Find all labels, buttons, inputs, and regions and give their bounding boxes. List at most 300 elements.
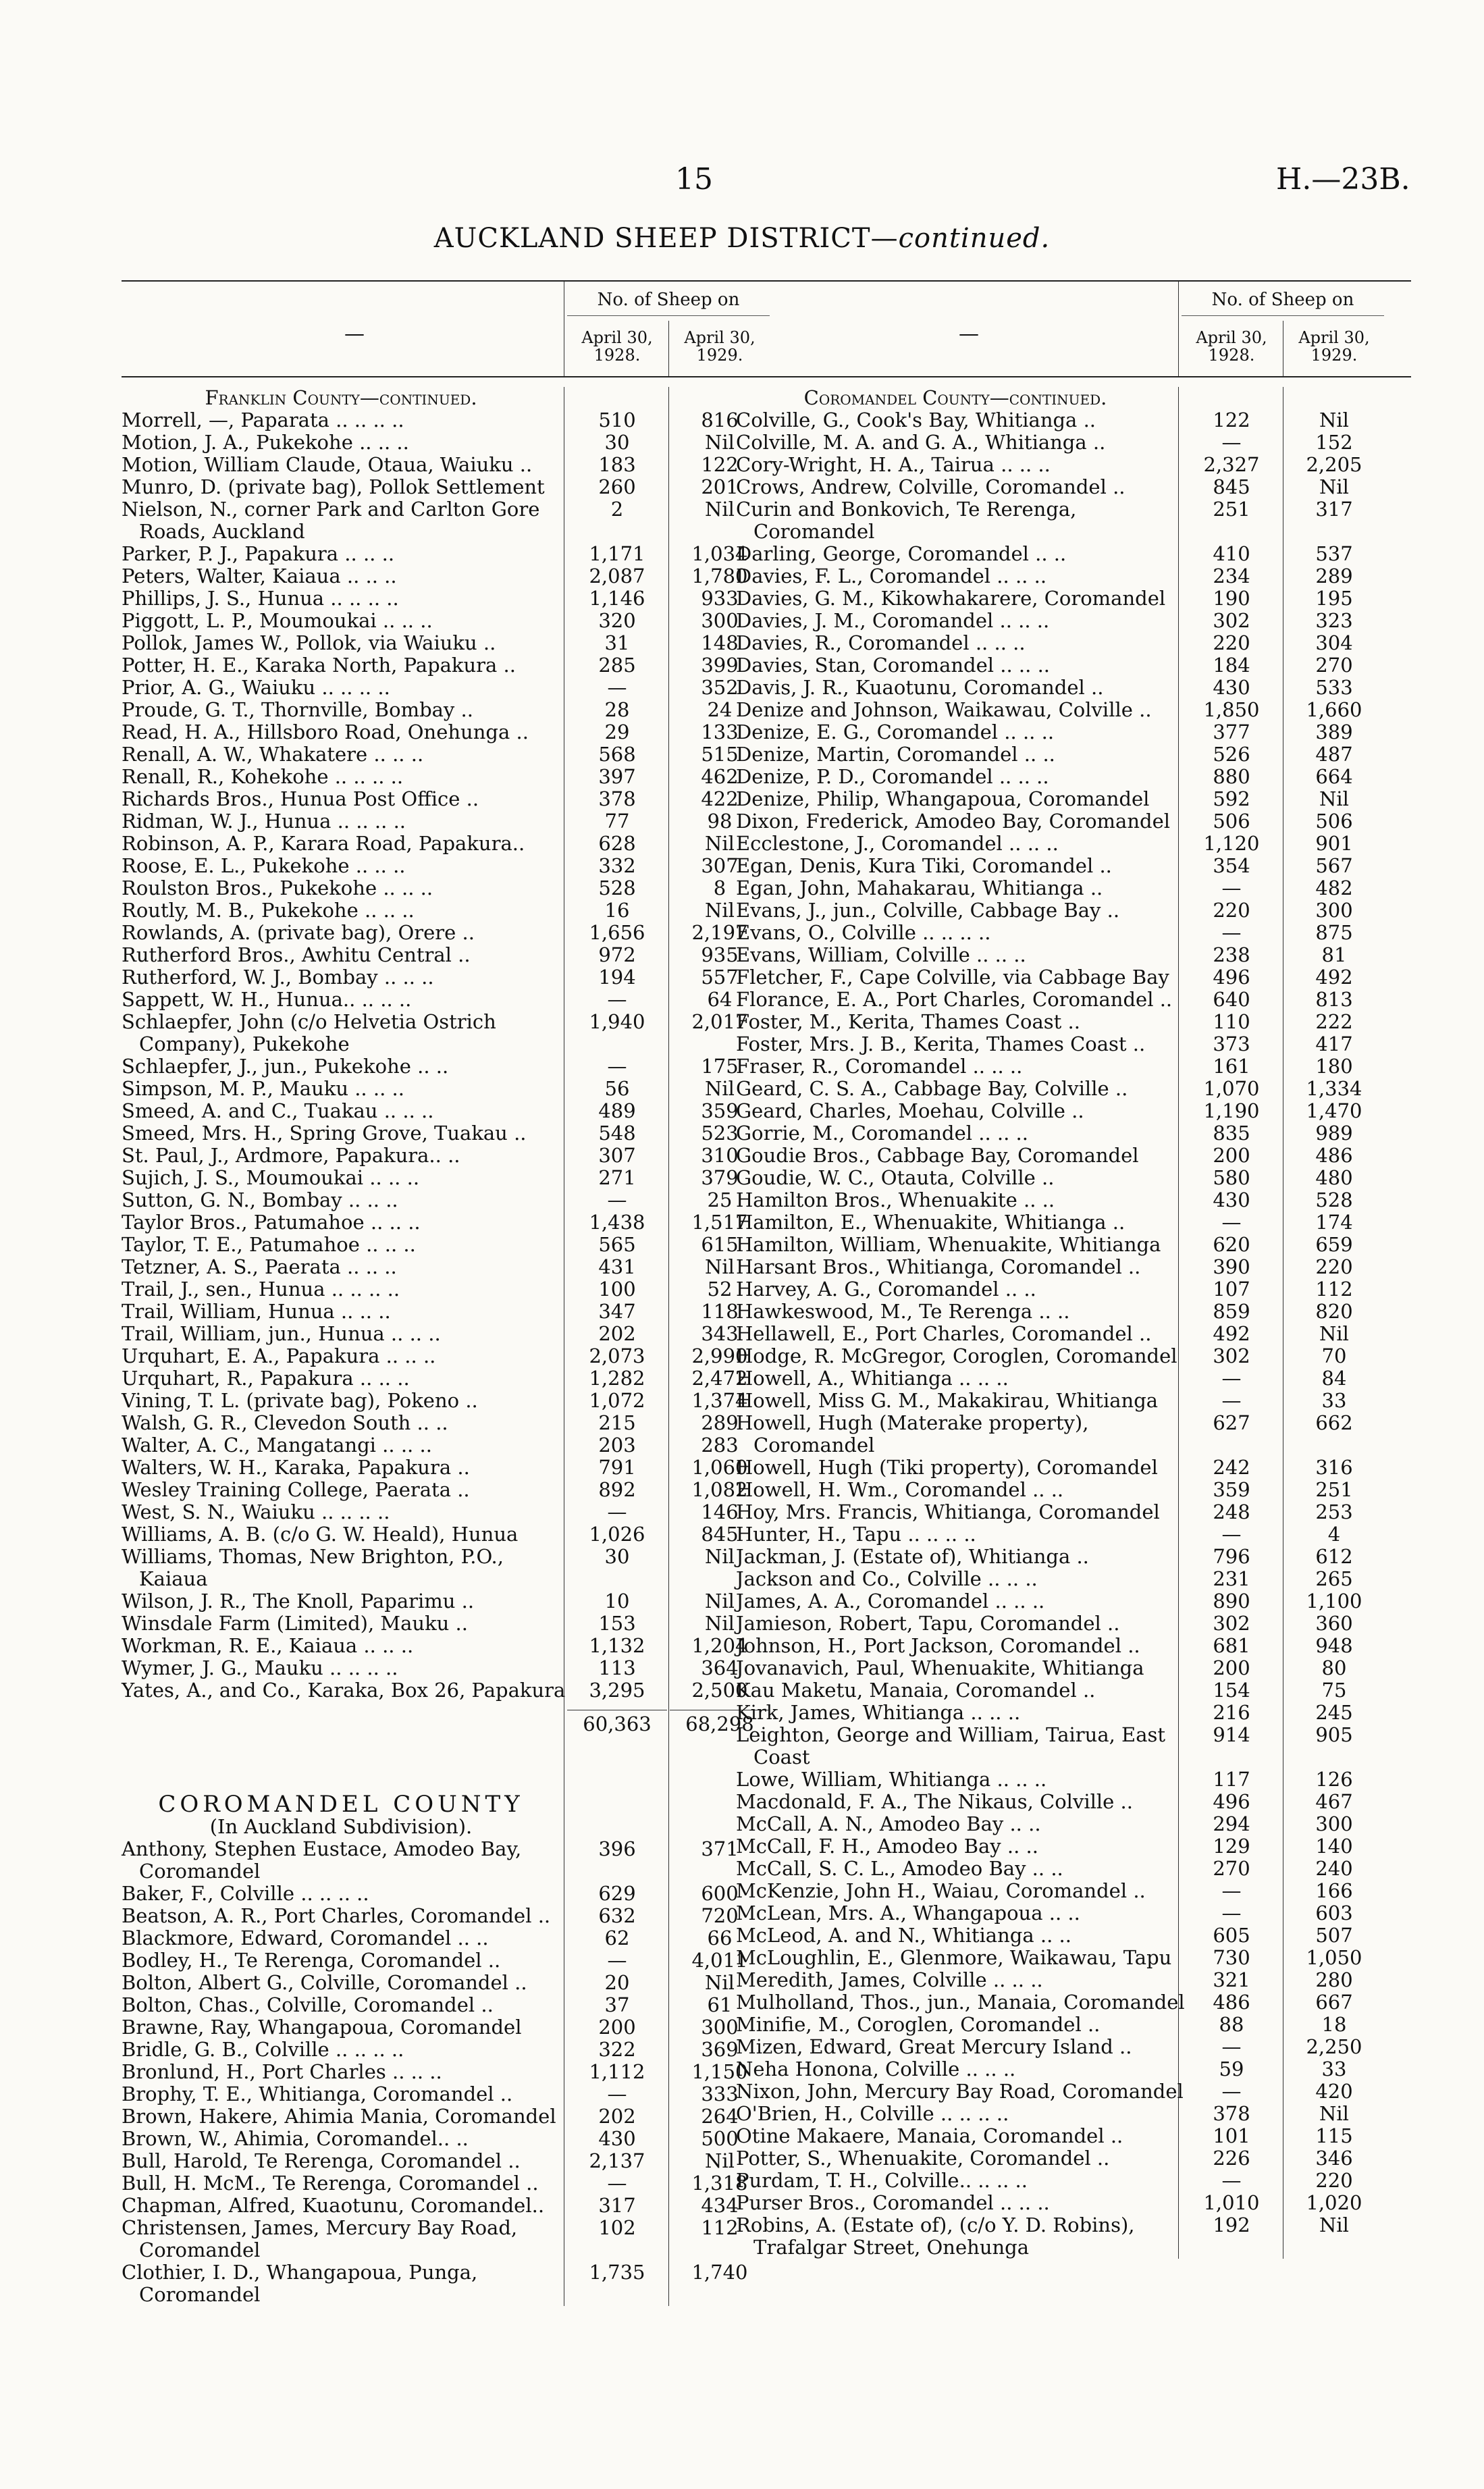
total-1929: 68,298 — [670, 1710, 770, 1735]
sheep-1928: 270 — [1213, 1857, 1250, 1880]
sheep-1928: 20 — [604, 1971, 630, 1994]
table-row — [736, 1613, 1411, 1635]
sheep-1929: 1,204 — [691, 1634, 748, 1657]
holder-name: St. Paul, J., Ardmore, Papakura.. .. — [122, 1144, 460, 1167]
table-row — [736, 1390, 1411, 1412]
sheep-1928: 37 — [604, 1993, 630, 2016]
sheep-1928: 791 — [598, 1456, 636, 1479]
holder-name: Wymer, J. G., Mauku .. .. .. .. — [122, 1656, 398, 1679]
sheep-1929: Nil — [705, 1255, 735, 1278]
sheep-1928: 1,070 — [1203, 1077, 1260, 1100]
table-row — [122, 743, 797, 766]
section-heading-text: Franklin County—continued. — [205, 386, 477, 409]
table-row — [736, 2080, 1411, 2103]
holder-name: Ridman, W. J., Hunua .. .. .. .. — [122, 810, 406, 833]
holder-name: Hoy, Mrs. Francis, Whitianga, Coromandel — [736, 1500, 1160, 1523]
sheep-1928: 200 — [1213, 1656, 1250, 1679]
holder-name: Davies, R., Coromandel .. .. .. — [736, 631, 1026, 654]
sheep-1929: 75 — [1321, 1679, 1347, 1702]
sheep-1928: 430 — [598, 2127, 636, 2150]
sheep-1929: 1,780 — [691, 565, 748, 587]
sheep-1929: 2,472 — [691, 1367, 748, 1390]
table-row — [122, 1613, 797, 1635]
sheep-1929: 1,100 — [1306, 1590, 1362, 1613]
holder-name: Purser Bros., Coromandel .. .. .. — [736, 2191, 1050, 2214]
holder-name: Tetzner, A. S., Paerata .. .. .. — [122, 1255, 397, 1278]
table-row — [122, 966, 797, 989]
table-row — [736, 2036, 1411, 2058]
holder-name: Workman, R. E., Kaiaua .. .. .. — [122, 1634, 414, 1657]
sheep-1928: 110 — [1213, 1010, 1250, 1033]
divider-line — [1178, 282, 1179, 376]
table-row — [736, 1167, 1411, 1189]
holder-name: Goudie, W. C., Otauta, Colville .. — [736, 1166, 1055, 1189]
holder-name: McCall, S. C. L., Amodeo Bay .. .. — [736, 1857, 1063, 1880]
sheep-1928: 796 — [1213, 1545, 1250, 1568]
table-row — [736, 1724, 1411, 1769]
holder-name: Simpson, M. P., Mauku .. .. .. — [122, 1077, 404, 1100]
sheep-1929: 500 — [701, 2127, 739, 2150]
sheep-1928: 161 — [1213, 1055, 1250, 1078]
table-row — [122, 587, 797, 610]
table-row — [122, 2016, 797, 2039]
sheep-1929: 1,034 — [691, 542, 748, 565]
sheep-1929: 905 — [1315, 1723, 1353, 1746]
sheep-1929: 25 — [707, 1188, 733, 1211]
sheep-1928: 77 — [604, 810, 630, 833]
holder-name: Prior, A. G., Waiuku .. .. .. .. — [122, 676, 390, 699]
sheep-1929: 664 — [1315, 765, 1353, 788]
table-row — [122, 2195, 797, 2217]
table-row — [122, 1234, 797, 1256]
header-dash: — — [959, 322, 979, 346]
table-row — [736, 1412, 1411, 1457]
sheep-1929: 662 — [1315, 1411, 1353, 1434]
table-row — [122, 1323, 797, 1345]
sheep-1928: 62 — [604, 1927, 630, 1949]
table-row — [122, 2172, 797, 2195]
sheep-1928: 397 — [598, 765, 636, 788]
holder-name: Harsant Bros., Whitianga, Coromandel .. — [736, 1255, 1141, 1278]
sheep-1929: Nil — [1319, 2102, 1349, 2125]
holder-name: Bridle, G. B., Colville .. .. .. .. — [122, 2038, 404, 2061]
sheep-1929: 1,517 — [691, 1211, 748, 1234]
date-1929: April 30, 1929. — [684, 328, 756, 365]
sheep-1928: 526 — [1213, 743, 1250, 766]
section-heading-text: Coromandel County—continued. — [803, 386, 1107, 409]
holder-name: Trail, J., sen., Hunua .. .. .. .. — [122, 1278, 400, 1301]
holder-name: Winsdale Farm (Limited), Mauku .. — [122, 1612, 468, 1635]
holder-name: Hamilton Bros., Whenuakite .. .. — [736, 1188, 1055, 1211]
sheep-1929: 122 — [701, 453, 739, 476]
total-1928: 60,363 — [567, 1710, 667, 1735]
sheep-1929: Nil — [705, 1077, 735, 1100]
sheep-1928: 1,010 — [1203, 2191, 1260, 2214]
sheep-1928: — — [607, 2172, 627, 2195]
table-row — [122, 1055, 797, 1078]
sheep-1929: 289 — [701, 1411, 739, 1434]
table-row — [122, 1100, 797, 1122]
coromandel-rows — [122, 1838, 797, 2306]
holder-name: Williams, A. B. (c/o G. W. Heald), Hunua — [122, 1523, 519, 1546]
sheep-1928: 506 — [1213, 810, 1250, 833]
sheep-1928: 510 — [598, 409, 636, 431]
holder-name: Denize, E. G., Coromandel .. .. .. — [736, 720, 1055, 743]
table-row — [736, 1657, 1411, 1679]
table-row — [736, 1902, 1411, 1924]
sheep-1928: 628 — [598, 832, 636, 855]
sheep-1928: 2,327 — [1203, 453, 1260, 476]
table-row — [736, 1100, 1411, 1122]
sheep-1928: 294 — [1213, 1812, 1250, 1835]
date-1928: April 30, 1928. — [1196, 328, 1267, 365]
sheep-1929: 240 — [1315, 1857, 1353, 1880]
sheep-1929: 506 — [1315, 810, 1353, 833]
table-row — [736, 766, 1411, 788]
sheep-1929: 487 — [1315, 743, 1353, 766]
sheep-1928: 3,295 — [589, 1679, 645, 1702]
table-row — [122, 1256, 797, 1278]
table-row — [736, 1234, 1411, 1256]
table-row — [736, 1947, 1411, 1969]
sheep-1928: 102 — [598, 2216, 636, 2239]
holder-name: Potter, H. E., Karaka North, Papakura .. — [122, 654, 516, 677]
holder-name: Egan, John, Mahakarau, Whitianga .. — [736, 876, 1103, 899]
sheep-1928: — — [1221, 1523, 1242, 1546]
table-row — [736, 2170, 1411, 2192]
sheep-1929: 84 — [1321, 1367, 1347, 1390]
table-row — [122, 431, 797, 454]
sheep-1928: — — [1221, 431, 1242, 454]
sheep-1929: Nil — [1319, 475, 1349, 498]
sheep-1928: — — [1221, 1211, 1242, 1234]
table-row — [122, 2039, 797, 2061]
holder-name: Florance, E. A., Port Charles, Coromandel .. — [736, 988, 1173, 1011]
page-reference: H.—23B. — [1276, 162, 1410, 196]
right-column — [736, 280, 1411, 2259]
table-row — [736, 1011, 1411, 1033]
sheep-1928: 592 — [1213, 787, 1250, 810]
sheep-1929: 1,470 — [1306, 1099, 1362, 1122]
sheep-1928: 107 — [1213, 1278, 1250, 1301]
sheep-1929: 300 — [1315, 899, 1353, 922]
holder-name: Bolton, Albert G., Colville, Coromandel .. — [122, 1971, 527, 1994]
sheep-1929: 2,500 — [691, 1679, 748, 1702]
sheep-1928: 88 — [1219, 2013, 1244, 2036]
holder-name: Goudie Bros., Cabbage Bay, Coromandel — [736, 1144, 1139, 1167]
sheep-1929: 820 — [1315, 1300, 1353, 1323]
sheep-1929: 352 — [701, 676, 739, 699]
holder-name: Renall, R., Kohekohe .. .. .. .. — [122, 765, 404, 788]
sheep-1928: 627 — [1213, 1411, 1250, 1434]
sheep-1929: 80 — [1321, 1656, 1347, 1679]
table-row — [736, 409, 1411, 431]
sheep-1929: 70 — [1321, 1344, 1347, 1367]
sheep-1929: 251 — [1315, 1478, 1353, 1501]
table-row — [736, 498, 1411, 543]
sheep-1929: 126 — [1315, 1768, 1353, 1791]
sheep-1928: 56 — [604, 1077, 630, 1100]
sheep-1929: 300 — [1315, 1812, 1353, 1835]
holder-name: Motion, J. A., Pukekohe .. .. .. — [122, 431, 409, 454]
holder-name: Davies, F. L., Coromandel .. .. .. — [736, 565, 1047, 587]
holder-name: Jamieson, Robert, Tapu, Coromandel .. — [736, 1612, 1120, 1635]
table-row — [736, 1969, 1411, 1991]
holder-name: McCall, F. H., Amodeo Bay .. .. — [736, 1835, 1038, 1858]
holder-name: Trail, William, jun., Hunua .. .. .. — [122, 1322, 441, 1345]
sheep-1929: 195 — [1315, 587, 1353, 610]
holder-name: Mulholland, Thos., jun., Manaia, Coromandel — [736, 1991, 1185, 2014]
table-row — [122, 1501, 797, 1523]
table-row — [736, 1145, 1411, 1167]
title-main: AUCKLAND SHEEP DISTRICT— — [433, 223, 899, 254]
left-table-header — [122, 280, 797, 377]
sheep-1929: 360 — [1315, 1612, 1353, 1635]
holder-name: Walsh, G. R., Clevedon South .. .. — [122, 1411, 448, 1434]
sheep-1928: 496 — [1213, 966, 1250, 989]
holder-name: Parker, P. J., Papakura .. .. .. — [122, 542, 395, 565]
sheep-1928: 200 — [1213, 1144, 1250, 1167]
sheep-1928: 234 — [1213, 565, 1250, 587]
holder-name: Sutton, G. N., Bombay .. .. .. — [122, 1188, 398, 1211]
sheep-1929: 146 — [701, 1500, 739, 1523]
table-row — [736, 543, 1411, 565]
sheep-1928: 1,850 — [1203, 698, 1260, 721]
franklin-rows — [122, 409, 797, 1702]
table-row — [122, 2217, 797, 2261]
table-row — [122, 1457, 797, 1479]
table-row — [736, 1769, 1411, 1791]
sheep-1929: 81 — [1321, 943, 1347, 966]
sheep-1928: 1,735 — [589, 2261, 645, 2284]
table-row — [122, 565, 797, 587]
holder-name: Smeed, Mrs. H., Spring Grove, Tuakau .. — [122, 1122, 527, 1145]
table-row — [736, 632, 1411, 654]
table-row — [122, 543, 797, 565]
sheep-1929: 265 — [1315, 1567, 1353, 1590]
holder-name: Potter, S., Whenuakite, Coromandel .. — [736, 2147, 1110, 2170]
sheep-1928: — — [1221, 2169, 1242, 2192]
sheep-1928: 1,656 — [589, 921, 645, 944]
sheep-1928: 880 — [1213, 765, 1250, 788]
holder-name: Taylor Bros., Patumahoe .. .. .. — [122, 1211, 421, 1234]
table-row — [736, 1880, 1411, 1902]
sheep-1929: 118 — [701, 1300, 739, 1323]
holder-name: Geard, C. S. A., Cabbage Bay, Colville .. — [736, 1077, 1128, 1100]
sheep-1929: 989 — [1315, 1122, 1353, 1145]
table-row — [122, 476, 797, 498]
sheep-1929: 845 — [701, 1523, 739, 1546]
sheep-1928: 30 — [604, 431, 630, 454]
sheep-1929: 166 — [1315, 1879, 1353, 1902]
table-row — [122, 654, 797, 677]
holder-name: Brawne, Ray, Whangapoua, Coromandel — [122, 2016, 522, 2039]
table-row — [736, 2214, 1411, 2259]
holder-name: Hellawell, E., Port Charles, Coromandel .. — [736, 1322, 1152, 1345]
table-row — [736, 454, 1411, 476]
table-row — [736, 922, 1411, 944]
holder-name: Cory-Wright, H. A., Tairua .. .. .. — [736, 453, 1051, 476]
sheep-1928: 226 — [1213, 2147, 1250, 2170]
sheep-1929: 4,011 — [691, 1949, 748, 1972]
sheep-1928: 117 — [1213, 1768, 1250, 1791]
table-row — [736, 1078, 1411, 1100]
sheep-1928: 1,190 — [1203, 1099, 1260, 1122]
holder-name: Schlaepfer, John (c/o Helvetia Ostrich Company), Pukekohe — [122, 1010, 496, 1055]
sheep-1929: 140 — [1315, 1835, 1353, 1858]
sheep-1929: 567 — [1315, 854, 1353, 877]
sheep-1929: 175 — [701, 1055, 739, 1078]
table-row — [736, 810, 1411, 833]
sheep-1928: 129 — [1213, 1835, 1250, 1858]
holder-name: Nixon, John, Mercury Bay Road, Coromandel — [736, 2080, 1184, 2103]
holder-name: Wesley Training College, Paerata .. — [122, 1478, 470, 1501]
title-continued: continued. — [898, 223, 1051, 254]
sheep-1929: 659 — [1315, 1233, 1353, 1256]
sheep-1929: 52 — [707, 1278, 733, 1301]
sheep-1929: 533 — [1315, 676, 1353, 699]
sheep-1929: Nil — [705, 1612, 735, 1635]
sheep-1928: 184 — [1213, 654, 1250, 677]
sheep-1929: 1,740 — [691, 2261, 748, 2284]
sheep-1928: 565 — [598, 1233, 636, 1256]
table-row — [122, 2061, 797, 2083]
sheep-1929: 1,318 — [691, 2172, 748, 2195]
sheep-1928: 59 — [1219, 2058, 1244, 2080]
sheep-1928: 431 — [598, 1255, 636, 1278]
sheep-1929: 289 — [1315, 565, 1353, 587]
holder-name: Walters, W. H., Karaka, Papakura .. — [122, 1456, 470, 1479]
sheep-1929: 8 — [713, 876, 726, 899]
sheep-1928: 845 — [1213, 475, 1250, 498]
sheep-1929: 434 — [701, 2194, 739, 2217]
holder-name: Renall, A. W., Whakatere .. .. .. — [122, 743, 424, 766]
holder-name: Mizen, Edward, Great Mercury Island .. — [736, 2035, 1132, 2058]
holder-name: McCall, A. N., Amodeo Bay .. .. — [736, 1812, 1041, 1835]
sheep-1929: 66 — [707, 1927, 733, 1949]
holder-name: Kirk, James, Whitianga .. .. .. — [736, 1701, 1021, 1724]
holder-name: Robins, A. (Estate of), (c/o Y. D. Robins), Trafalgar Street, Onehunga — [736, 2213, 1135, 2259]
holder-name: Howell, H. Wm., Coromandel .. .. — [736, 1478, 1064, 1501]
holder-name: Baker, F., Colville .. .. .. .. — [122, 1882, 369, 1905]
sheep-1929: 528 — [1315, 1188, 1353, 1211]
sheep-1928: 396 — [598, 1837, 636, 1860]
table-row — [736, 833, 1411, 855]
sheep-1929: 1,060 — [691, 1456, 748, 1479]
holder-name: Hawkeswood, M., Te Rerenga .. .. — [736, 1300, 1070, 1323]
sheep-1928: 220 — [1213, 899, 1250, 922]
table-row — [736, 431, 1411, 454]
table-row — [122, 1211, 797, 1234]
table-row — [736, 1457, 1411, 1479]
sheep-1928: 528 — [598, 876, 636, 899]
sheep-1929: 2,990 — [691, 1344, 748, 1367]
table-row — [122, 632, 797, 654]
sheep-1928: — — [607, 676, 627, 699]
table-row — [736, 1211, 1411, 1234]
sheep-1929: 720 — [701, 1904, 739, 1927]
coromandel-continued-rows — [736, 409, 1411, 2259]
holder-name: Read, H. A., Hillsboro Road, Onehunga .. — [122, 720, 529, 743]
sheep-1928: 29 — [604, 720, 630, 743]
sheep-1928: 154 — [1213, 1679, 1250, 1702]
sheep-1928: 378 — [598, 787, 636, 810]
holder-name: Beatson, A. R., Port Charles, Coromandel .. — [122, 1904, 551, 1927]
table-row — [122, 610, 797, 632]
table-row — [122, 1657, 797, 1679]
holder-name: Purdam, T. H., Colville.. .. .. .. — [736, 2169, 1028, 2192]
table-row — [122, 922, 797, 944]
table-row — [736, 1835, 1411, 1858]
holder-name: Wilson, J. R., The Knoll, Paparimu .. — [122, 1590, 475, 1613]
sheep-1929: 112 — [701, 2216, 739, 2239]
table-row — [736, 1256, 1411, 1278]
header-dash: — — [344, 322, 365, 346]
holder-name: O'Brien, H., Colville .. .. .. .. — [736, 2102, 1009, 2125]
sheep-1928: — — [1221, 1879, 1242, 1902]
holder-name: Taylor, T. E., Patumahoe .. .. .. — [122, 1233, 416, 1256]
sheep-1929: 399 — [701, 654, 739, 677]
sheep-1928: 410 — [1213, 542, 1250, 565]
holder-name: Hunter, H., Tapu .. .. .. .. — [736, 1523, 976, 1546]
holder-name: Denize and Johnson, Waikawau, Colville .. — [736, 698, 1152, 721]
table-row — [736, 944, 1411, 966]
sheep-1928: 378 — [1213, 2102, 1250, 2125]
table-row — [736, 1367, 1411, 1390]
holder-name: Hodge, R. McGregor, Coroglen, Coromandel — [736, 1344, 1177, 1367]
sheep-1928: 28 — [604, 698, 630, 721]
sheep-1928: 632 — [598, 1904, 636, 1927]
table-row — [736, 1033, 1411, 1055]
holder-name: Evans, J., jun., Colville, Cabbage Bay .. — [736, 899, 1120, 922]
holder-name: Jovanavich, Paul, Whenuakite, Whitianga — [736, 1656, 1144, 1679]
holder-name: McLoughlin, E., Glenmore, Waikawau, Tapu — [736, 1946, 1172, 1969]
table-row — [122, 498, 797, 543]
holder-name: Neha Honona, Colville .. .. .. — [736, 2058, 1016, 2080]
table-row — [122, 1078, 797, 1100]
table-row — [122, 721, 797, 743]
sheep-1929: 935 — [701, 943, 739, 966]
sheep-1929: 1,334 — [1306, 1077, 1362, 1100]
holder-name: Denize, Philip, Whangapoua, Coromandel — [736, 787, 1150, 810]
holder-name: Brophy, T. E., Whitianga, Coromandel .. — [122, 2082, 513, 2105]
sheep-1929: 523 — [701, 1122, 739, 1145]
table-row — [122, 766, 797, 788]
table-row — [122, 1994, 797, 2016]
table-row — [122, 1949, 797, 1972]
sheep-1929: 201 — [701, 475, 739, 498]
sheep-1928: 681 — [1213, 1634, 1250, 1657]
sheep-1928: 307 — [598, 1144, 636, 1167]
sheep-1929: Nil — [705, 1590, 735, 1613]
holder-name: Chapman, Alfred, Kuaotunu, Coromandel.. — [122, 2194, 545, 2217]
holder-name: Walter, A. C., Mangatangi .. .. .. — [122, 1434, 432, 1457]
date-1928: April 30, 1928. — [581, 328, 653, 365]
holder-name: Ecclestone, J., Coromandel .. .. .. — [736, 832, 1059, 855]
sheep-1929: 1,150 — [691, 2060, 748, 2083]
holder-name: Anthony, Stephen Eustace, Amodeo Bay, Coromandel — [122, 1837, 522, 1883]
holder-name: James, A. A., Coromandel .. .. .. — [736, 1590, 1045, 1613]
sheep-1928: 390 — [1213, 1255, 1250, 1278]
table-row — [122, 1523, 797, 1546]
table-row — [736, 2014, 1411, 2036]
table-row — [736, 877, 1411, 899]
table-row — [122, 1189, 797, 1211]
sheep-1929: 4 — [1327, 1523, 1341, 1546]
table-row — [122, 1546, 797, 1590]
sheep-1928: 101 — [1213, 2124, 1250, 2147]
table-row — [122, 2128, 797, 2150]
